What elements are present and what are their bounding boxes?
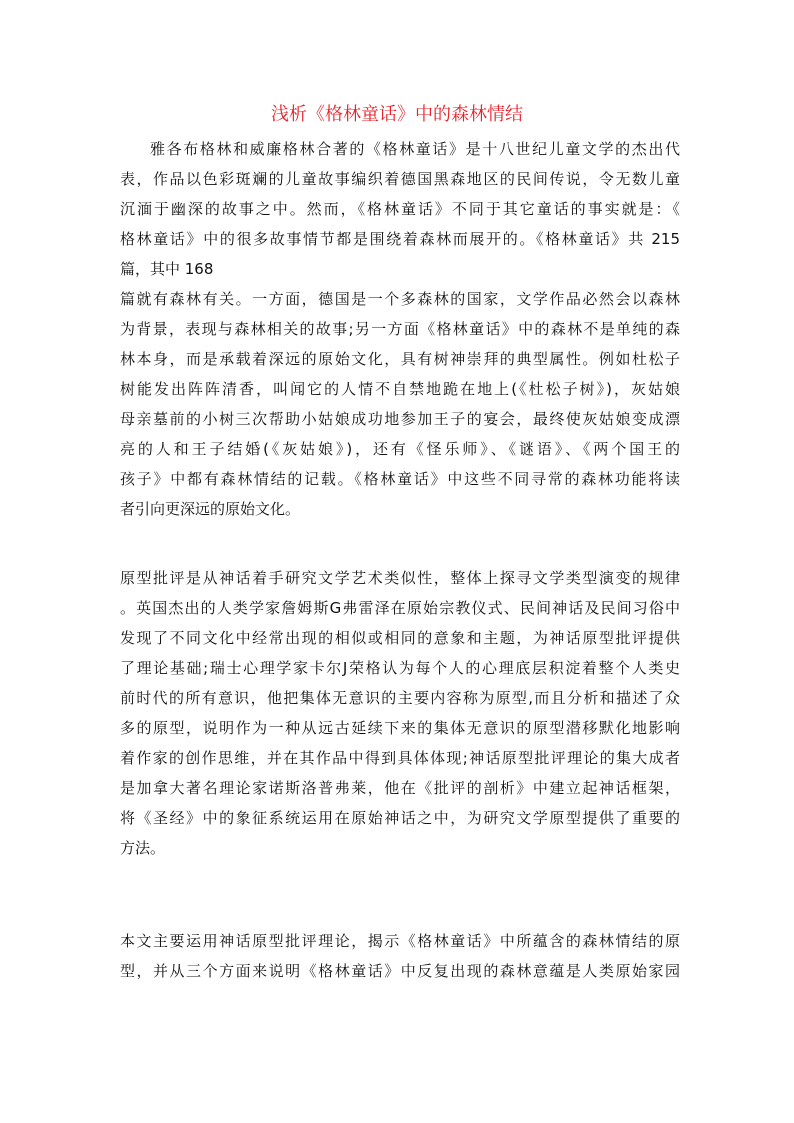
- paragraph-line: 是加拿大著名理论家诺斯洛普弗莱，他在《批评的剖析》中建立起神话框架，: [120, 779, 680, 797]
- paragraph-intro: [120, 134, 680, 524]
- paragraph-line: 型，并从三个方面来说明《格林童话》中反复出现的森林意蕴是人类原始家园: [120, 962, 680, 980]
- paragraph-line: 多的原型，说明作为一种从远古延续下来的集体无意识的原型潜移默化地影响: [120, 719, 680, 737]
- paragraph-line: 沉湎于幽深的故事之中。然而，《格林童话》不同于其它童话的事实就是：《: [120, 200, 680, 218]
- paragraph-archetype-criticism: [120, 563, 680, 863]
- paragraph-line: 将《圣经》中的象征系统运用在原始神话之中，为研究文学原型提供了重要的: [120, 809, 680, 827]
- paragraph-line: 本文主要运用神话原型批评理论，揭示《格林童话》中所蕴含的森林情结的原: [120, 932, 680, 950]
- paragraph-line: 了理论基础;瑞士心理学家卡尔J荣格认为每个人的心理底层积淀着整个人类史: [120, 659, 680, 677]
- paragraph-line: 为背景，表现与森林相关的故事;另一方面《格林童话》中的森林不是单纯的森: [120, 320, 680, 338]
- paragraph-thesis: [120, 926, 680, 986]
- paragraph-line: 发现了不同文化中经常出现的相似或相同的意象和主题，为神话原型批评提供: [120, 629, 680, 647]
- paragraph-line: 原型批评是从神话着手研究文学艺术类似性，整体上探寻文学类型演变的规律: [120, 569, 680, 587]
- paragraph-line: 篇就有森林有关。一方面，德国是一个多森林的国家，文学作品必然会以森林: [120, 290, 680, 308]
- paragraph-line: 雅各布格林和威廉格林合著的《格林童话》是十八世纪儿童文学的杰出代: [150, 140, 680, 158]
- paragraph-line: 者引向更深远的原始文化。: [120, 500, 301, 518]
- paragraph-line: 母亲墓前的小树三次帮助小姑娘成功地参加王子的宴会，最终使灰姑娘变成漂: [120, 410, 680, 428]
- paragraph-line: 孩子》中都有森林情结的记载。《格林童话》中这些不同寻常的森林功能将读: [120, 470, 680, 488]
- paragraph-line: 格林童话》中的很多故事情节都是围绕着森林而展开的。《格林童话》共 215: [120, 230, 680, 248]
- paragraph-line: 表，作品以色彩斑斓的儿童故事编织着德国黑森地区的民间传说，令无数儿童: [120, 170, 680, 188]
- paragraph-line: 着作家的创作思维，并在其作品中得到具体体现;神话原型批评理论的集大成者: [120, 749, 680, 767]
- paragraph-line: 林本身，而是承载着深远的原始文化，具有树神崇拜的典型属性。例如杜松子: [120, 350, 680, 368]
- paragraph-line: 。英国杰出的人类学家詹姆斯G弗雷泽在原始宗教仪式、民间神话及民间习俗中: [120, 599, 680, 617]
- paragraph-line: 篇，其中 168: [120, 260, 214, 278]
- paragraph-line: 树能发出阵阵清香，叫闻它的人情不自禁地跪在地上(《杜松子树》)，灰姑娘: [120, 380, 680, 398]
- paragraph-line: 前时代的所有意识，他把集体无意识的主要内容称为原型,而且分析和描述了众: [120, 689, 680, 707]
- paragraph-line: 亮的人和王子结婚(《灰姑娘》)，还有《怪乐师》、《谜语》、《两个国王的: [120, 440, 680, 458]
- document-title: 浅析《格林童话》中的森林情结: [271, 104, 523, 125]
- paragraph-line: 方法。: [120, 839, 166, 857]
